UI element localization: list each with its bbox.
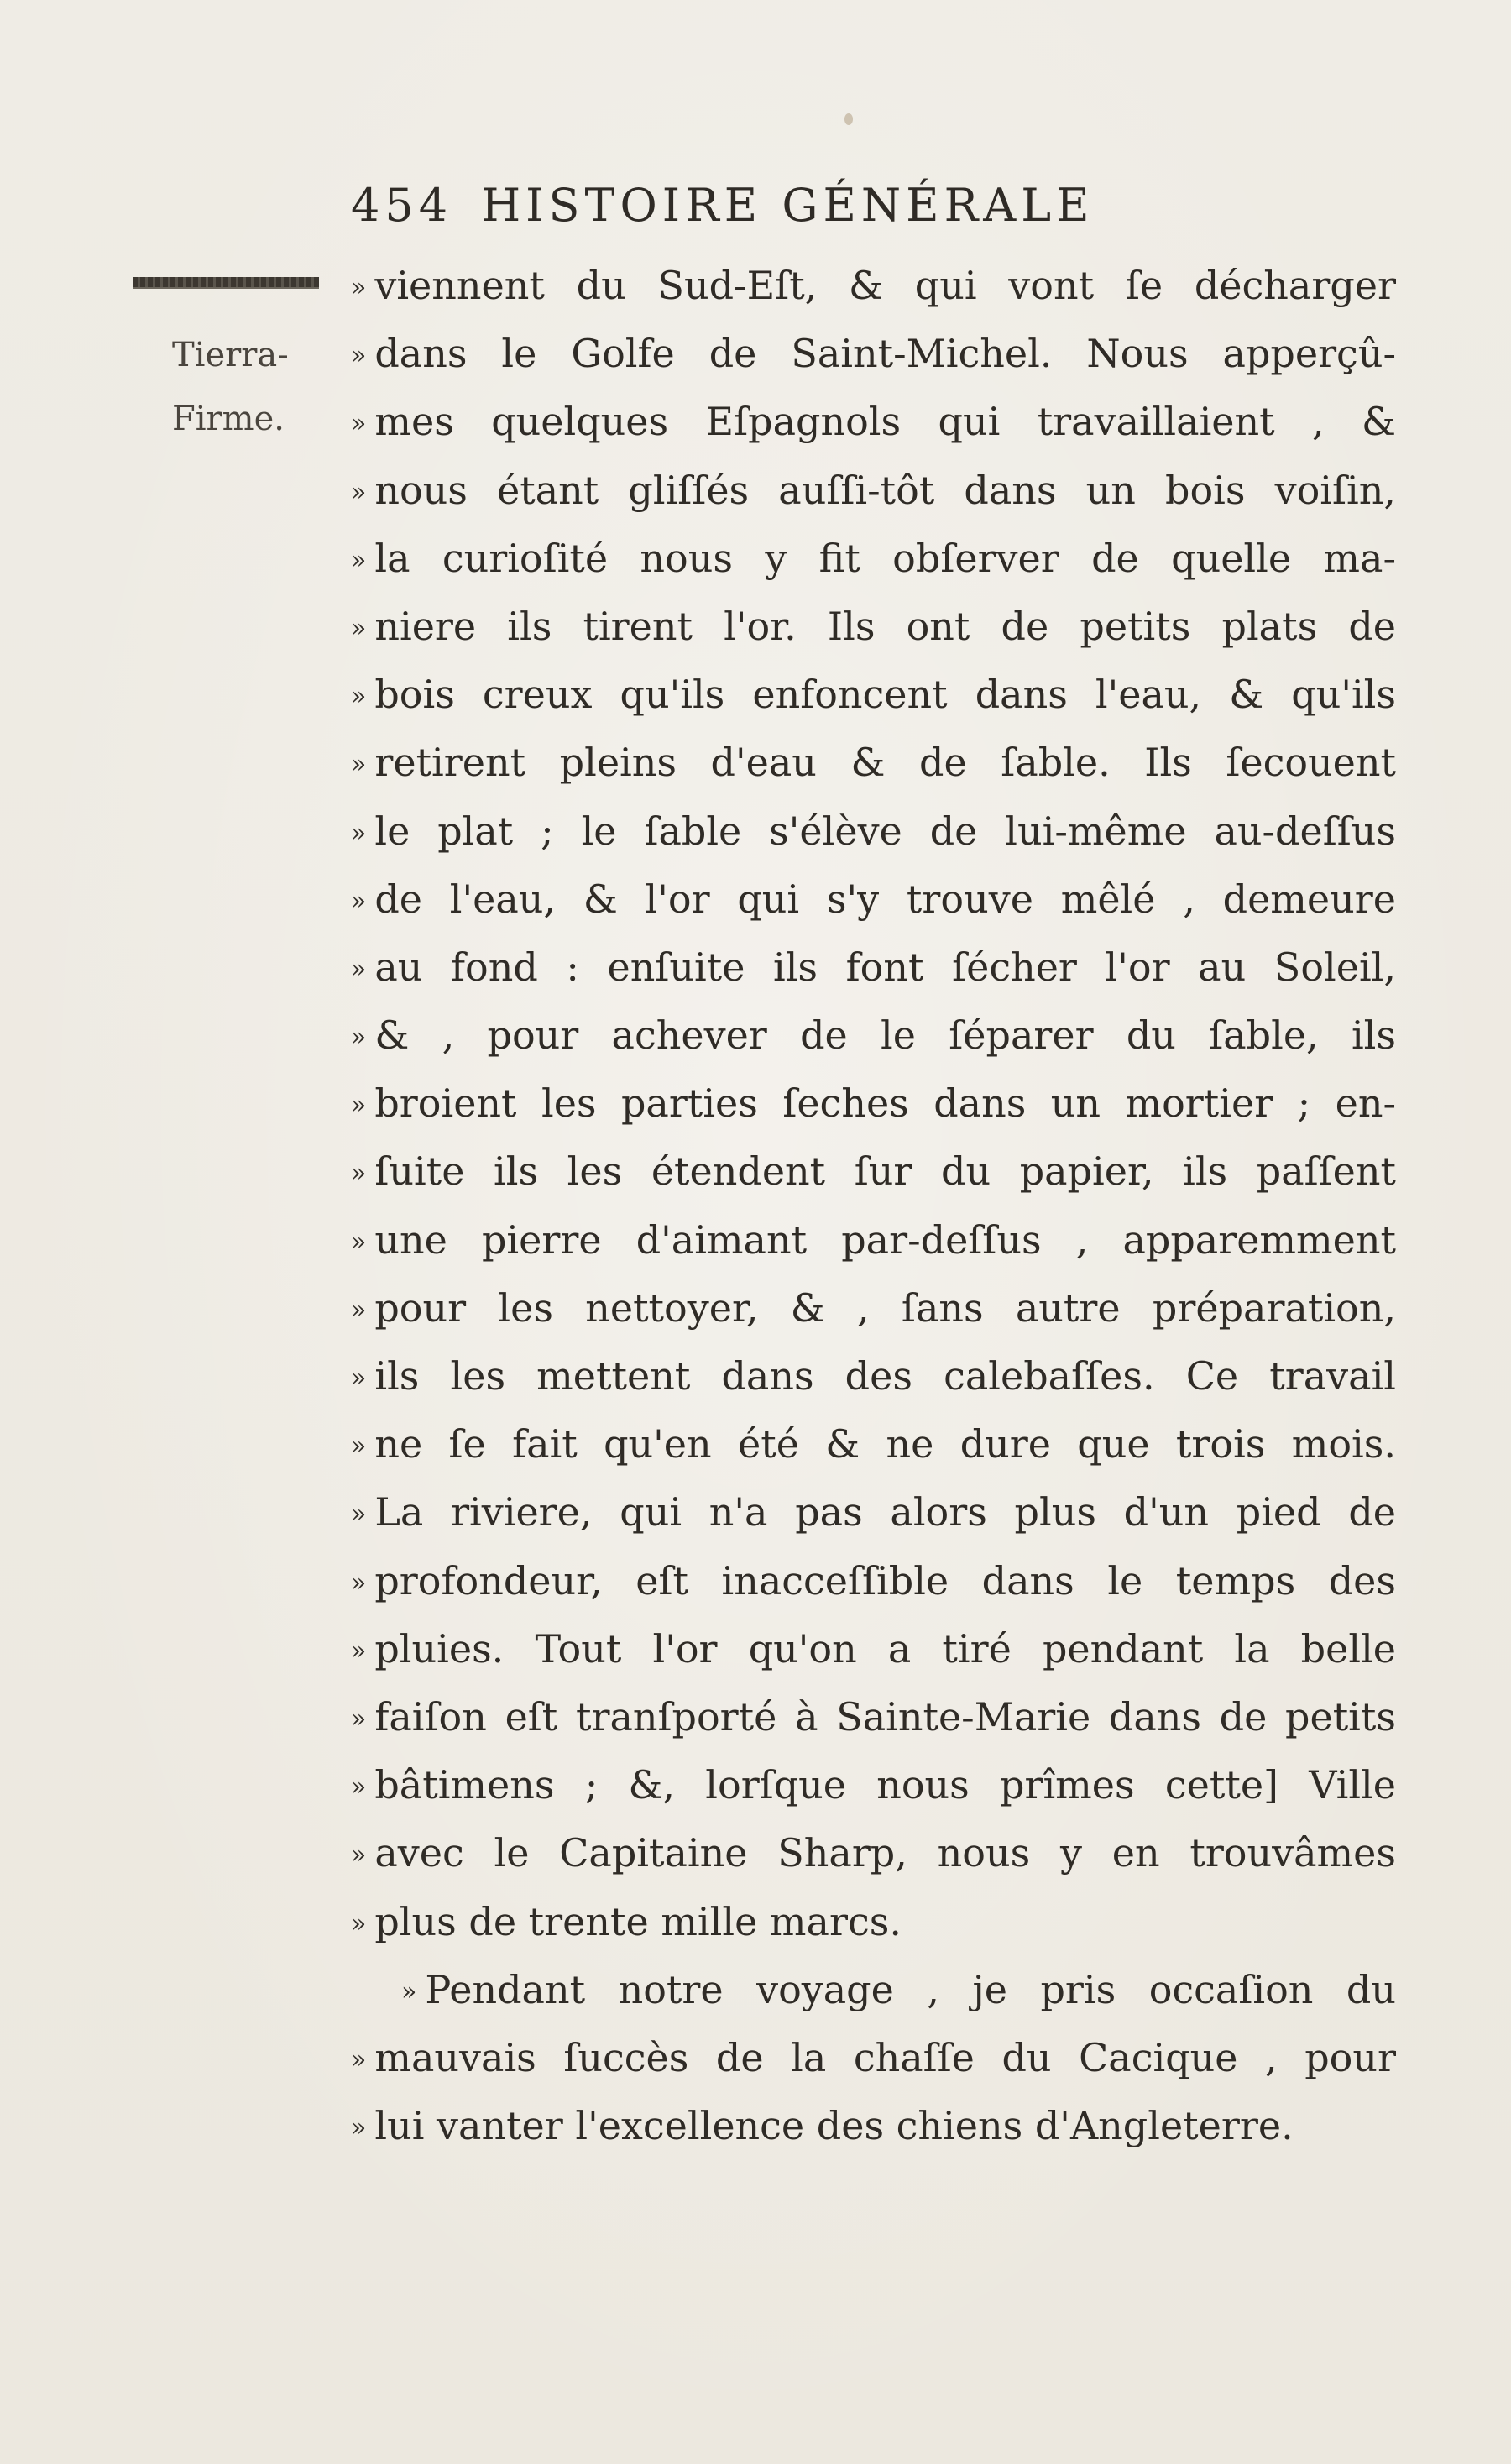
text-line — [351, 1138, 1396, 1206]
text-line-content: avec le Capitaine Sharp, nous y en trouvâmes — [374, 1830, 1396, 1876]
text-line-content: ils les mettent dans des calebaſſes. Ce travail — [374, 1353, 1396, 1399]
quotation-mark: » — [351, 818, 367, 848]
text-line-content: pluies. Tout l'or qu'on a tiré pendant la belle — [374, 1625, 1396, 1671]
text-line — [351, 1342, 1396, 1410]
text-line — [351, 525, 1396, 593]
text-line-content: une pierre d'aimant par-deſſus , apparemment — [374, 1216, 1396, 1263]
text-line-content: plus de trente mille marcs. — [374, 1898, 902, 1944]
quotation-mark: » — [351, 477, 367, 507]
text-line — [351, 1683, 1396, 1751]
text-line — [351, 1888, 1396, 1956]
text-line-content: au fond : enſuite ils font ſécher l'or au Soleil, — [374, 944, 1396, 990]
text-line — [351, 1070, 1396, 1138]
text-line — [351, 252, 1396, 320]
text-line-content: & , pour achever de le ſéparer du ſable, ils — [374, 1012, 1396, 1059]
quotation-mark: » — [351, 1703, 367, 1734]
quotation-mark: » — [351, 1635, 367, 1666]
quotation-mark: » — [351, 2113, 367, 2143]
quotation-mark: » — [351, 2044, 367, 2074]
quotation-mark: » — [351, 1499, 367, 1530]
text-line — [351, 2092, 1396, 2160]
text-line — [351, 457, 1396, 525]
text-line-content: faiſon eſt tranſporté à Sainte-Marie dans de petits — [374, 1693, 1396, 1739]
quotation-mark: » — [351, 886, 367, 916]
margin-ornament-rule — [133, 277, 319, 289]
quotation-mark: » — [351, 409, 367, 439]
text-line-content: mauvais ſuccès de la chaſſe du Cacique , pour — [374, 2034, 1396, 2080]
text-line-content: ne ſe fait qu'en été & ne dure que trois mois. — [374, 1421, 1396, 1467]
text-line — [351, 1206, 1396, 1274]
text-line-content: mes quelques Eſpagnols qui travaillaient , & — [374, 399, 1396, 445]
margin-note-line: Tierra- — [172, 336, 289, 374]
quotation-mark: » — [351, 273, 367, 302]
text-line-content: viennent du Sud-Eſt, & qui vont ſe décharger — [374, 263, 1396, 308]
quotation-mark: » — [351, 1908, 367, 1938]
text-line-content: ſuite ils les étendent ſur du papier, ils paſſent — [374, 1148, 1396, 1195]
text-line — [351, 1410, 1396, 1478]
paper-stain — [844, 113, 853, 125]
running-title: HISTOIRE GÉNÉRALE — [481, 179, 1095, 232]
running-header — [351, 172, 1425, 239]
text-line-content: La riviere, qui n'a pas alors plus d'un pied de — [374, 1489, 1396, 1535]
quotation-mark: » — [351, 682, 367, 712]
text-line — [351, 934, 1396, 1002]
text-line — [351, 1274, 1396, 1342]
quotation-mark: » — [351, 613, 367, 643]
text-line — [351, 320, 1396, 388]
text-line — [351, 661, 1396, 729]
text-line — [351, 866, 1396, 934]
text-line — [351, 2024, 1396, 2092]
text-line-content: dans le Golfe de Saint-Michel. Nous apperçû- — [374, 331, 1396, 377]
text-line-content: broient les parties ſeches dans un mortier ; en- — [374, 1080, 1396, 1127]
quotation-mark: » — [351, 341, 367, 371]
text-line-content: de l'eau, & l'or qui s'y trouve mêlé , demeure — [374, 876, 1396, 922]
quotation-mark: » — [351, 1159, 367, 1189]
text-line — [351, 1751, 1396, 1819]
margin-note-line: Firme. — [172, 400, 285, 438]
body-text — [351, 252, 1396, 2160]
text-line-content: retirent pleins d'eau & de ſable. Ils ſecouent — [374, 740, 1396, 786]
text-line — [351, 1615, 1396, 1683]
text-line — [351, 1956, 1396, 2024]
quotation-mark: » — [351, 1023, 367, 1053]
text-line-content: le plat ; le ſable s'élève de lui-même au-deſſus — [374, 808, 1396, 854]
text-line-content: bois creux qu'ils enfoncent dans l'eau, & qu'ils — [374, 672, 1396, 718]
text-line — [351, 388, 1396, 456]
quotation-mark: » — [351, 1227, 367, 1257]
quotation-mark: » — [351, 1363, 367, 1393]
page-number: 454 — [351, 179, 453, 232]
quotation-mark: » — [351, 1091, 367, 1121]
text-line — [351, 1478, 1396, 1546]
text-line-content: pour les nettoyer, & , ſans autre préparation, — [374, 1284, 1396, 1331]
text-line-content: profondeur, eſt inacceſſible dans le temps des — [374, 1557, 1396, 1603]
text-line-content: la curioſité nous y fit obſerver de quelle ma- — [374, 535, 1396, 581]
quotation-mark: » — [401, 1976, 417, 2006]
text-line-content: niere ils tirent l'or. Ils ont de petits plats de — [374, 603, 1396, 649]
text-line — [351, 1547, 1396, 1615]
quotation-mark: » — [351, 1840, 367, 1870]
text-line-content: nous étant gliſſés auſſi-tôt dans un bois voiſin, — [374, 467, 1396, 513]
text-line — [351, 729, 1396, 797]
text-line — [351, 593, 1396, 661]
quotation-mark: » — [351, 545, 367, 575]
margin-note — [172, 323, 332, 451]
quotation-mark: » — [351, 1772, 367, 1802]
text-line-content: bâtimens ; &, lorſque nous prîmes cette] Ville — [374, 1762, 1396, 1808]
quotation-mark: » — [351, 750, 367, 780]
text-line-content: Pendant notre voyage , je pris occaſion du — [425, 1966, 1396, 2012]
text-line — [351, 1819, 1396, 1887]
text-line — [351, 1002, 1396, 1070]
quotation-mark: » — [351, 1567, 367, 1598]
text-line-content: lui vanter l'excellence des chiens d'Angleterre. — [374, 2103, 1294, 2149]
quotation-mark: » — [351, 1295, 367, 1325]
quotation-mark: » — [351, 954, 367, 984]
text-line — [351, 798, 1396, 866]
quotation-mark: » — [351, 1431, 367, 1462]
